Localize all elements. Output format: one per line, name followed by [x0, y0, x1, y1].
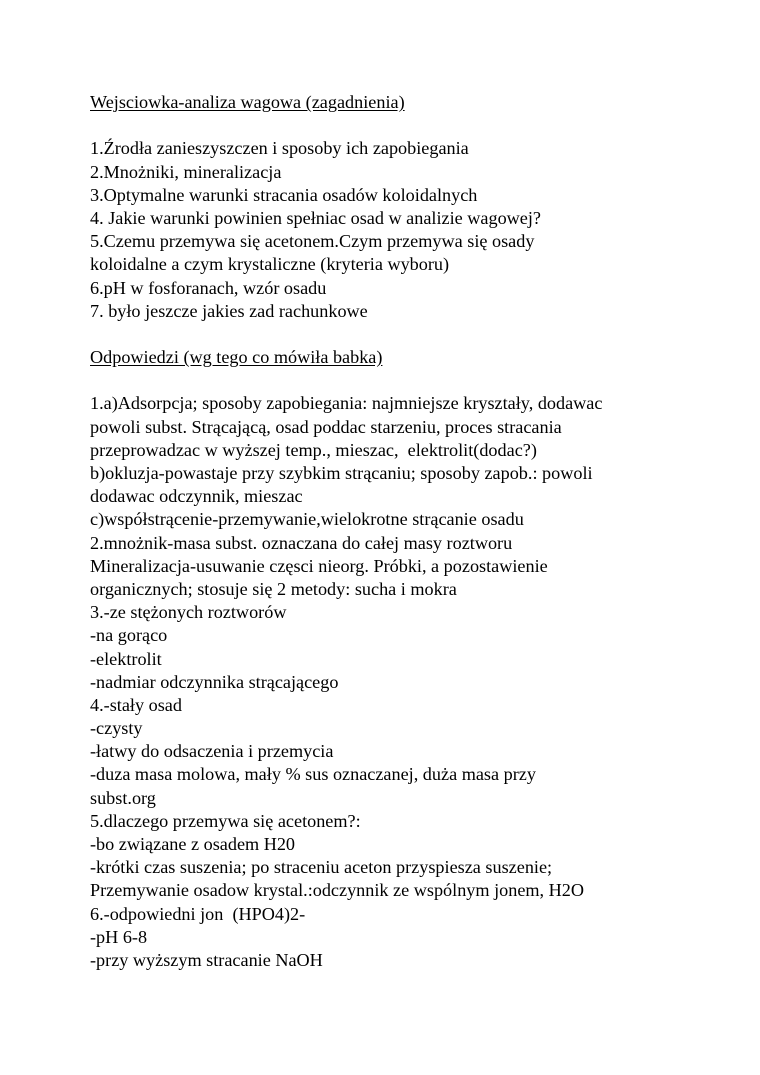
- question-line: 1.Źrodła zanieszyszczen i sposoby ich zapobiegania: [90, 138, 469, 159]
- answer-line: Mineralizacja-usuwanie częsci nieorg. Próbki, a pozostawienie: [90, 555, 548, 576]
- answer-line: 6.-odpowiedni jon (HPO4)2-: [90, 903, 306, 924]
- answer-line: -na gorąco: [90, 625, 168, 646]
- spacer: [90, 114, 730, 137]
- question-line: 6.pH w fosforanach, wzór osadu: [90, 277, 327, 298]
- document-page: [90, 91, 730, 972]
- answer-line: -czysty: [90, 718, 143, 739]
- answer-line: 1.a)Adsorpcja; sposoby zapobiegania: najmniejsze kryształy, dodawac: [90, 393, 603, 414]
- answer-line: b)okluzja-powastaje przy szybkim strącaniu; sposoby zapob.: powoli: [90, 463, 593, 483]
- question-line: 5.Czemu przemywa się acetonem.Czym przemywa się osady: [90, 231, 535, 252]
- section-heading-answers: Odpowiedzi (wg tego co mówiła babka): [90, 347, 383, 368]
- spacer: [90, 323, 730, 346]
- answer-line: 4.-stały osad: [90, 694, 182, 715]
- spacer: [90, 369, 730, 392]
- question-line: 4. Jakie warunki powinien spełniac osad w analizie wagowej?: [90, 207, 542, 228]
- answer-line: -krótki czas suszenia; po straceniu aceton przyspiesza suszenie;: [90, 857, 553, 878]
- question-line: koloidalne a czym krystaliczne (kryteria wyboru): [90, 254, 450, 275]
- answer-line: c)współstrącenie-przemywanie,wielokrotne strącanie osadu: [90, 509, 524, 530]
- answer-line: 3.-ze stężonych roztworów: [90, 602, 287, 623]
- answer-line: -łatwy do odsaczenia i przemycia: [90, 741, 334, 762]
- answer-line: 5.dlaczego przemywa się acetonem?:: [90, 810, 361, 831]
- answer-line: -nadmiar odczynnika strącającego: [90, 671, 339, 692]
- answer-line: -elektrolit: [90, 648, 162, 669]
- question-line: 7. było jeszcze jakies zad rachunkowe: [90, 300, 368, 321]
- answer-line: -pH 6-8: [90, 926, 148, 947]
- section-heading-questions: Wejsciowka-analiza wagowa (zagadnienia): [90, 92, 405, 112]
- answer-line: -duza masa molowa, mały % sus oznaczanej, duża masa przy: [90, 764, 536, 785]
- answer-line: 2.mnożnik-masa subst. oznaczana do całej masy roztworu: [90, 532, 513, 553]
- answer-line: -przy wyższym stracanie NaOH: [90, 949, 323, 970]
- question-line: 2.Mnożniki, mineralizacja: [90, 161, 282, 182]
- answer-line: subst.org: [90, 787, 156, 808]
- question-line: 3.Optymalne warunki stracania osadów koloidalnych: [90, 184, 478, 205]
- answer-line: powoli subst. Strącającą, osad poddac starzeniu, proces stracania: [90, 416, 562, 437]
- answer-line: organicznych; stosuje się 2 metody: sucha i mokra: [90, 578, 457, 599]
- answer-line: przeprowadzac w wyższej temp., mieszac, elektrolit(dodac?): [90, 439, 537, 460]
- answer-line: dodawac odczynnik, mieszac: [90, 486, 303, 507]
- answer-line: Przemywanie osadow krystal.:odczynnik ze wspólnym jonem, H2O: [90, 880, 584, 901]
- answer-line: -bo związane z osadem H20: [90, 834, 296, 854]
